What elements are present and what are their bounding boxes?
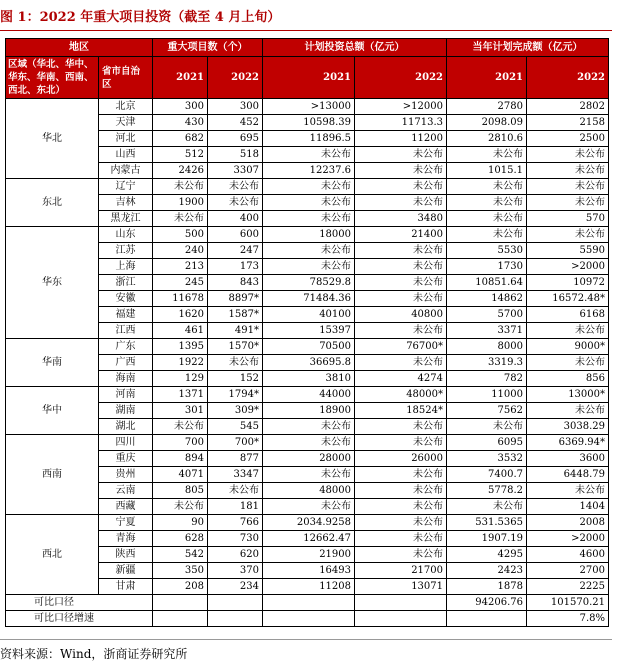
province-cell: 山东 <box>99 227 153 243</box>
value-cell: 1907.19 <box>447 531 527 547</box>
value-cell: 545 <box>208 419 263 435</box>
value-cell: 2500 <box>527 131 609 147</box>
investment-table <box>5 38 609 627</box>
value-cell: 570 <box>527 211 609 227</box>
value-cell: 9000* <box>527 339 609 355</box>
value-cell: 152 <box>208 371 263 387</box>
value-cell: 843 <box>208 275 263 291</box>
value-cell: 3307 <box>208 163 263 179</box>
value-cell: 309* <box>208 403 263 419</box>
footer-value-cell <box>153 595 208 611</box>
table-body <box>6 99 609 627</box>
value-cell: 未公布 <box>263 259 355 275</box>
value-cell: 未公布 <box>447 147 527 163</box>
value-cell: 2008 <box>527 515 609 531</box>
value-cell: 48000* <box>355 387 447 403</box>
value-cell: 36695.8 <box>263 355 355 371</box>
value-cell: 12662.47 <box>263 531 355 547</box>
value-cell: 10851.64 <box>447 275 527 291</box>
value-cell: 682 <box>153 131 208 147</box>
value-cell: 13071 <box>355 579 447 595</box>
value-cell: 500 <box>153 227 208 243</box>
value-cell: 3810 <box>263 371 355 387</box>
value-cell: 6369.94* <box>527 435 609 451</box>
footer-row <box>6 595 609 611</box>
footer-row <box>6 611 609 627</box>
value-cell: 未公布 <box>263 147 355 163</box>
province-cell: 山西 <box>99 147 153 163</box>
value-cell: 10598.39 <box>263 115 355 131</box>
value-cell: 6168 <box>527 307 609 323</box>
province-cell: 内蒙古 <box>99 163 153 179</box>
value-cell: 2700 <box>527 563 609 579</box>
province-cell: 甘肃 <box>99 579 153 595</box>
value-cell: 491* <box>208 323 263 339</box>
value-cell: 未公布 <box>355 531 447 547</box>
province-cell: 浙江 <box>99 275 153 291</box>
footer-value-cell <box>355 595 447 611</box>
value-cell: 7400.7 <box>447 467 527 483</box>
value-cell: 877 <box>208 451 263 467</box>
province-cell: 福建 <box>99 307 153 323</box>
value-cell: 430 <box>153 115 208 131</box>
province-cell: 广西 <box>99 355 153 371</box>
table-row <box>6 227 609 243</box>
value-cell: 未公布 <box>208 355 263 371</box>
value-cell: 11896.5 <box>263 131 355 147</box>
value-cell: 78529.8 <box>263 275 355 291</box>
value-cell: 1587* <box>208 307 263 323</box>
value-cell: >2000 <box>527 259 609 275</box>
value-cell: 未公布 <box>447 419 527 435</box>
value-cell: 1395 <box>153 339 208 355</box>
year-header: 2021 <box>263 57 355 99</box>
province-cell: 西藏 <box>99 499 153 515</box>
value-cell: 173 <box>208 259 263 275</box>
value-cell: 1878 <box>447 579 527 595</box>
value-cell: 1371 <box>153 387 208 403</box>
region-cell: 华中 <box>6 387 99 435</box>
value-cell: 894 <box>153 451 208 467</box>
year-header: 2022 <box>355 57 447 99</box>
value-cell: 未公布 <box>153 179 208 195</box>
value-cell: 2225 <box>527 579 609 595</box>
value-cell: 76700* <box>355 339 447 355</box>
value-cell: 未公布 <box>447 179 527 195</box>
value-cell: 4274 <box>355 371 447 387</box>
value-cell: 1900 <box>153 195 208 211</box>
year-header: 2022 <box>527 57 609 99</box>
footer-value-cell: 94206.76 <box>447 595 527 611</box>
value-cell: 3319.3 <box>447 355 527 371</box>
region-column-header: 区域（华北、华中、华东、华南、西南、西北、东北） <box>6 57 99 99</box>
value-cell: 未公布 <box>355 467 447 483</box>
value-cell: 未公布 <box>355 483 447 499</box>
invest-group-header: 计划投资总额（亿元） <box>263 39 447 57</box>
value-cell: 未公布 <box>355 323 447 339</box>
value-cell: 未公布 <box>355 259 447 275</box>
value-cell: 26000 <box>355 451 447 467</box>
value-cell: 628 <box>153 531 208 547</box>
value-cell: 2423 <box>447 563 527 579</box>
value-cell: 695 <box>208 131 263 147</box>
value-cell: 461 <box>153 323 208 339</box>
province-cell: 宁夏 <box>99 515 153 531</box>
value-cell: 2780 <box>447 99 527 115</box>
value-cell: 28000 <box>263 451 355 467</box>
value-cell: 18900 <box>263 403 355 419</box>
value-cell: 未公布 <box>208 195 263 211</box>
region-cell: 西南 <box>6 435 99 515</box>
footer-value-cell: 7.8% <box>527 611 609 627</box>
value-cell: 512 <box>153 147 208 163</box>
province-cell: 陕西 <box>99 547 153 563</box>
value-cell: 452 <box>208 115 263 131</box>
value-cell: 未公布 <box>527 227 609 243</box>
value-cell: 未公布 <box>153 419 208 435</box>
value-cell: 542 <box>153 547 208 563</box>
value-cell: 300 <box>208 99 263 115</box>
value-cell: 未公布 <box>208 483 263 499</box>
value-cell: 620 <box>208 547 263 563</box>
value-cell: 11678 <box>153 291 208 307</box>
value-cell: 7562 <box>447 403 527 419</box>
value-cell: 40800 <box>355 307 447 323</box>
value-cell: 未公布 <box>263 419 355 435</box>
value-cell: 90 <box>153 515 208 531</box>
value-cell: 2158 <box>527 115 609 131</box>
value-cell: 未公布 <box>263 179 355 195</box>
value-cell: 未公布 <box>527 147 609 163</box>
province-cell: 青海 <box>99 531 153 547</box>
value-cell: 11200 <box>355 131 447 147</box>
value-cell: 6095 <box>447 435 527 451</box>
value-cell: 2810.6 <box>447 131 527 147</box>
province-cell: 黑龙江 <box>99 211 153 227</box>
footer-value-cell <box>263 595 355 611</box>
year-header: 2022 <box>208 57 263 99</box>
value-cell: 247 <box>208 243 263 259</box>
region-group-header: 地区 <box>6 39 153 57</box>
value-cell: 213 <box>153 259 208 275</box>
value-cell: 245 <box>153 275 208 291</box>
value-cell: >13000 <box>263 99 355 115</box>
province-cell: 海南 <box>99 371 153 387</box>
value-cell: 600 <box>208 227 263 243</box>
value-cell: 3532 <box>447 451 527 467</box>
value-cell: 11713.3 <box>355 115 447 131</box>
region-cell: 华南 <box>6 339 99 387</box>
province-cell: 广东 <box>99 339 153 355</box>
value-cell: 21400 <box>355 227 447 243</box>
value-cell: 未公布 <box>355 147 447 163</box>
value-cell: 11208 <box>263 579 355 595</box>
province-cell: 上海 <box>99 259 153 275</box>
value-cell: 518 <box>208 147 263 163</box>
title-rule <box>0 30 612 31</box>
value-cell: 1794* <box>208 387 263 403</box>
value-cell: 未公布 <box>355 435 447 451</box>
value-cell: 300 <box>153 99 208 115</box>
value-cell: 3480 <box>355 211 447 227</box>
value-cell: 未公布 <box>263 499 355 515</box>
province-cell: 四川 <box>99 435 153 451</box>
footer-value-cell <box>208 595 263 611</box>
value-cell: 4600 <box>527 547 609 563</box>
value-cell: 766 <box>208 515 263 531</box>
region-cell: 东北 <box>6 179 99 227</box>
value-cell: 3371 <box>447 323 527 339</box>
value-cell: 未公布 <box>355 163 447 179</box>
value-cell: 3038.29 <box>527 419 609 435</box>
table-row <box>6 387 609 403</box>
value-cell: 16572.48* <box>527 291 609 307</box>
province-cell: 河南 <box>99 387 153 403</box>
value-cell: 未公布 <box>355 499 447 515</box>
value-cell: 4071 <box>153 467 208 483</box>
province-cell: 辽宁 <box>99 179 153 195</box>
value-cell: 15397 <box>263 323 355 339</box>
value-cell: 301 <box>153 403 208 419</box>
region-cell: 华北 <box>6 99 99 179</box>
province-cell: 贵州 <box>99 467 153 483</box>
value-cell: 14862 <box>447 291 527 307</box>
value-cell: 700* <box>208 435 263 451</box>
footer-label: 可比口径 <box>6 595 153 611</box>
province-cell: 天津 <box>99 115 153 131</box>
header-row-groups <box>6 39 609 57</box>
value-cell: 未公布 <box>355 515 447 531</box>
value-cell: 6448.79 <box>527 467 609 483</box>
value-cell: >2000 <box>527 531 609 547</box>
value-cell: 350 <box>153 563 208 579</box>
value-cell: 未公布 <box>447 211 527 227</box>
value-cell: 未公布 <box>527 195 609 211</box>
year-header: 2021 <box>447 57 527 99</box>
province-cell: 河北 <box>99 131 153 147</box>
value-cell: 未公布 <box>208 179 263 195</box>
value-cell: 1730 <box>447 259 527 275</box>
value-cell: 未公布 <box>355 547 447 563</box>
value-cell: 3347 <box>208 467 263 483</box>
value-cell: 1404 <box>527 499 609 515</box>
value-cell: 48000 <box>263 483 355 499</box>
value-cell: 未公布 <box>263 195 355 211</box>
projects-group-header: 重大项目数（个） <box>153 39 263 57</box>
table-row <box>6 179 609 195</box>
value-cell: 3600 <box>527 451 609 467</box>
value-cell: 856 <box>527 371 609 387</box>
value-cell: 16493 <box>263 563 355 579</box>
value-cell: >12000 <box>355 99 447 115</box>
value-cell: 5590 <box>527 243 609 259</box>
value-cell: 4295 <box>447 547 527 563</box>
value-cell: 2802 <box>527 99 609 115</box>
value-cell: 13000* <box>527 387 609 403</box>
footer-value-cell <box>447 611 527 627</box>
value-cell: 未公布 <box>447 499 527 515</box>
value-cell: 40100 <box>263 307 355 323</box>
year-header: 2021 <box>153 57 208 99</box>
province-cell: 安徽 <box>99 291 153 307</box>
figure-title: 图 1：2022 年重大项目投资（截至 4 月上旬） <box>0 10 281 25</box>
value-cell: 未公布 <box>263 467 355 483</box>
region-cell: 西北 <box>6 515 99 595</box>
value-cell: 1015.1 <box>447 163 527 179</box>
province-cell: 湖南 <box>99 403 153 419</box>
value-cell: 未公布 <box>355 243 447 259</box>
table-row <box>6 515 609 531</box>
province-cell: 吉林 <box>99 195 153 211</box>
value-cell: 未公布 <box>355 291 447 307</box>
value-cell: 5700 <box>447 307 527 323</box>
value-cell: 未公布 <box>355 275 447 291</box>
province-cell: 重庆 <box>99 451 153 467</box>
value-cell: 44000 <box>263 387 355 403</box>
footer-label: 可比口径增速 <box>6 611 153 627</box>
value-cell: 12237.6 <box>263 163 355 179</box>
value-cell: 未公布 <box>263 435 355 451</box>
table-row <box>6 99 609 115</box>
value-cell: 1620 <box>153 307 208 323</box>
table-row <box>6 435 609 451</box>
value-cell: 未公布 <box>153 499 208 515</box>
value-cell: 未公布 <box>153 211 208 227</box>
value-cell: 未公布 <box>527 403 609 419</box>
value-cell: 370 <box>208 563 263 579</box>
province-cell: 云南 <box>99 483 153 499</box>
value-cell: 未公布 <box>355 179 447 195</box>
value-cell: 2426 <box>153 163 208 179</box>
province-cell: 北京 <box>99 99 153 115</box>
value-cell: 未公布 <box>527 179 609 195</box>
value-cell: 71484.36 <box>263 291 355 307</box>
footer-value-cell: 101570.21 <box>527 595 609 611</box>
value-cell: 21900 <box>263 547 355 563</box>
province-cell: 新疆 <box>99 563 153 579</box>
value-cell: 未公布 <box>527 483 609 499</box>
table-row <box>6 339 609 355</box>
value-cell: 未公布 <box>355 195 447 211</box>
value-cell: 70500 <box>263 339 355 355</box>
source-note: 资料来源：Wind，浙商证券研究所 <box>0 647 188 661</box>
value-cell: 5778.2 <box>447 483 527 499</box>
value-cell: 未公布 <box>263 243 355 259</box>
province-cell: 湖北 <box>99 419 153 435</box>
value-cell: 未公布 <box>527 163 609 179</box>
value-cell: 240 <box>153 243 208 259</box>
value-cell: 5530 <box>447 243 527 259</box>
province-column-header: 省市自治区 <box>99 57 153 99</box>
value-cell: 400 <box>208 211 263 227</box>
value-cell: 8000 <box>447 339 527 355</box>
value-cell: 21700 <box>355 563 447 579</box>
value-cell: 730 <box>208 531 263 547</box>
value-cell: 未公布 <box>447 195 527 211</box>
value-cell: 129 <box>153 371 208 387</box>
value-cell: 181 <box>208 499 263 515</box>
province-cell: 江苏 <box>99 243 153 259</box>
header-row-years <box>6 57 609 99</box>
region-cell: 华东 <box>6 227 99 339</box>
value-cell: 未公布 <box>527 323 609 339</box>
source-rule <box>0 639 612 640</box>
value-cell: 1922 <box>153 355 208 371</box>
value-cell: 10972 <box>527 275 609 291</box>
value-cell: 805 <box>153 483 208 499</box>
value-cell: 700 <box>153 435 208 451</box>
value-cell: 未公布 <box>355 355 447 371</box>
value-cell: 1570* <box>208 339 263 355</box>
value-cell: 2034.9258 <box>263 515 355 531</box>
value-cell: 未公布 <box>447 227 527 243</box>
province-cell: 江西 <box>99 323 153 339</box>
value-cell: 234 <box>208 579 263 595</box>
value-cell: 782 <box>447 371 527 387</box>
value-cell: 11000 <box>447 387 527 403</box>
value-cell: 18000 <box>263 227 355 243</box>
value-cell: 未公布 <box>527 355 609 371</box>
value-cell: 531.5365 <box>447 515 527 531</box>
value-cell: 208 <box>153 579 208 595</box>
complete-group-header: 当年计划完成额（亿元） <box>447 39 609 57</box>
value-cell: 未公布 <box>355 419 447 435</box>
footer-value-cell <box>208 611 263 627</box>
footer-value-cell <box>153 611 208 627</box>
value-cell: 未公布 <box>263 211 355 227</box>
value-cell: 18524* <box>355 403 447 419</box>
value-cell: 8897* <box>208 291 263 307</box>
footer-value-cell <box>263 611 355 627</box>
footer-value-cell <box>355 611 447 627</box>
value-cell: 2098.09 <box>447 115 527 131</box>
